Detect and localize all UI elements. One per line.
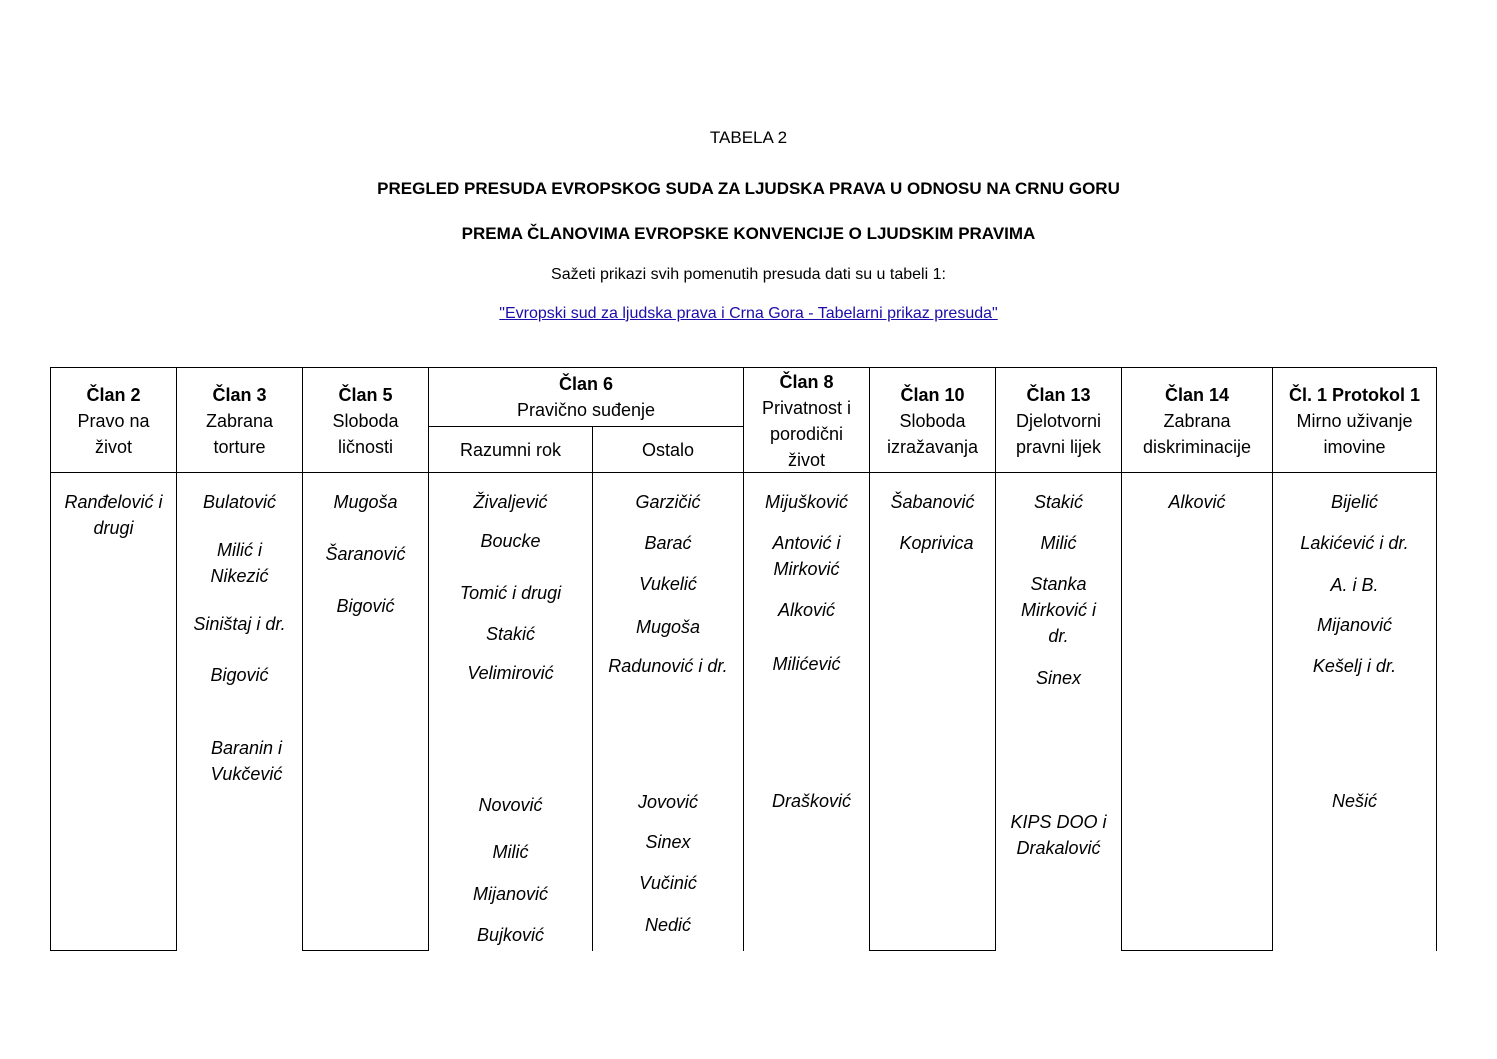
table-bottom-border-c (869, 950, 996, 951)
case-name: Šaranović (325, 544, 406, 564)
case-name: Mugoša (635, 617, 701, 637)
case-name: Mijanović (472, 884, 549, 904)
case-name: dr. (1048, 626, 1069, 646)
case-name: KIPS DOO i (1010, 812, 1107, 832)
case-name: Mugoša (333, 492, 398, 512)
case-name: Koprivica (899, 533, 974, 553)
case-name: Vukelić (639, 574, 697, 594)
article-label: Član 6 (558, 374, 614, 394)
case-name: Bigović (210, 665, 269, 685)
case-name: Lakićević i dr. (1300, 533, 1409, 553)
table-bottom-border-b (302, 950, 429, 951)
article-desc: Djelotvorni (1015, 411, 1102, 431)
article-label: Član 2 (86, 385, 141, 405)
case-name: drugi (93, 518, 134, 538)
case-name: Nedić (644, 915, 692, 935)
case-name: Bijelić (1330, 492, 1378, 512)
article-desc: Zabrana (205, 411, 274, 431)
case-name: Garzičić (635, 492, 701, 512)
case-name: Barać (644, 533, 692, 553)
case-name: Mijušković (764, 492, 848, 512)
case-name: Alković (1168, 492, 1226, 512)
header-protokol-1 (1273, 382, 1436, 460)
case-name: Alković (777, 600, 835, 620)
case-name: Nešić (1331, 791, 1377, 811)
page-title-line2: PREMA ČLANOVIMA EVROPSKE KONVENCIJE O LJUDSKIM PRAVIMA (461, 224, 1036, 243)
article-desc: ličnosti (337, 437, 394, 457)
case-name: Milić (492, 842, 529, 862)
case-name: Vukčević (210, 764, 283, 784)
case-name: Antović i (772, 533, 841, 553)
article-desc: Privatnost i (761, 398, 852, 418)
article6-split-line (429, 426, 743, 427)
article-label: Član 8 (779, 372, 834, 392)
case-name: Ranđelović i (64, 492, 163, 512)
case-name: Tomić i drugi (459, 583, 562, 603)
article-desc: Pravo na (77, 411, 150, 431)
header-clan-3 (177, 382, 302, 460)
case-name: Mijanović (1316, 615, 1393, 635)
article-desc: diskriminacije (1142, 437, 1252, 457)
article-desc: pravni lijek (1015, 437, 1102, 457)
case-name: Vučinić (639, 873, 697, 893)
article-label: Član 3 (212, 385, 267, 405)
case-name: Baranin i (210, 738, 283, 758)
table1-link[interactable]: "Evropski sud za ljudska prava i Crna Gora - Tabelarni prikaz presuda" (499, 305, 998, 322)
article-desc: Sloboda (899, 411, 966, 431)
article-desc: Zabrana (1163, 411, 1231, 431)
article-desc: život (787, 450, 825, 470)
table1-link-row (0, 305, 1497, 323)
case-name: Boucke (480, 531, 541, 551)
article-desc: Mirno uživanje (1296, 411, 1413, 431)
case-name: A. i B. (1330, 575, 1379, 595)
case-name: Mirković (773, 559, 840, 579)
header-clan-14 (1122, 382, 1272, 460)
article-desc: Pravično suđenje (516, 400, 656, 420)
header-clan-2 (51, 382, 176, 460)
case-name: Milićević (772, 654, 841, 674)
case-name: Mirković i (1021, 600, 1096, 620)
case-name: Kešelj i dr. (1312, 656, 1397, 676)
header-razumni-rok: Razumni rok (459, 440, 562, 460)
page-title-line1: PREGLED PRESUDA EVROPSKOG SUDA ZA LJUDSKA PRAVA U ODNOSU NA CRNU GORU (377, 179, 1120, 198)
case-name: Stakić (1033, 492, 1084, 512)
header-ostalo: Ostalo (641, 440, 695, 460)
case-name: Stanka (1030, 574, 1087, 594)
case-name: Novović (478, 795, 543, 815)
case-name: Milić i (217, 540, 262, 560)
header-clan-13 (996, 382, 1121, 460)
article-desc: izražavanja (886, 437, 979, 457)
article-label: Čl. 1 Protokol 1 (1288, 385, 1421, 405)
case-name: Velimirović (467, 663, 554, 683)
article-label: Član 14 (1164, 385, 1230, 405)
article-desc: život (94, 437, 132, 457)
case-name: Šabanović (890, 492, 975, 512)
header-clan-5 (303, 382, 428, 460)
article-desc: porodični (769, 424, 844, 444)
table-label: TABELA 2 (709, 128, 788, 147)
case-name: Sinex (1035, 668, 1082, 688)
header-clan-6 (429, 371, 743, 423)
case-name: Siništaj i dr. (193, 614, 286, 634)
case-name: Stakić (485, 624, 536, 644)
case-name: Nikezić (210, 566, 269, 586)
case-name: Drašković (771, 791, 851, 811)
article-label: Član 5 (338, 385, 393, 405)
article-label: Član 10 (900, 385, 965, 405)
case-name: Radunović i dr. (608, 656, 728, 676)
article-desc: imovine (1323, 437, 1386, 457)
article-desc: Sloboda (332, 411, 399, 431)
header-clan-8 (744, 369, 869, 473)
table-bottom-border-d (1121, 950, 1273, 951)
case-name: Bigović (336, 596, 395, 616)
case-name: Bulatović (202, 492, 277, 512)
table-bottom-border-a (50, 950, 177, 951)
article-label: Član 13 (1026, 385, 1091, 405)
case-name: Drakalović (1016, 838, 1101, 858)
case-name: Sinex (645, 832, 691, 852)
intro-text: Sažeti prikazi svih pomenutih presuda dati su u tabeli 1: (551, 266, 946, 283)
case-name: Bujković (476, 925, 545, 945)
article-desc: torture (213, 437, 266, 457)
col-border (1436, 367, 1437, 951)
case-name: Živaljević (473, 492, 548, 512)
case-name: Milić (1040, 533, 1077, 553)
header-clan-10 (870, 382, 995, 460)
case-name: Jovović (637, 792, 699, 812)
